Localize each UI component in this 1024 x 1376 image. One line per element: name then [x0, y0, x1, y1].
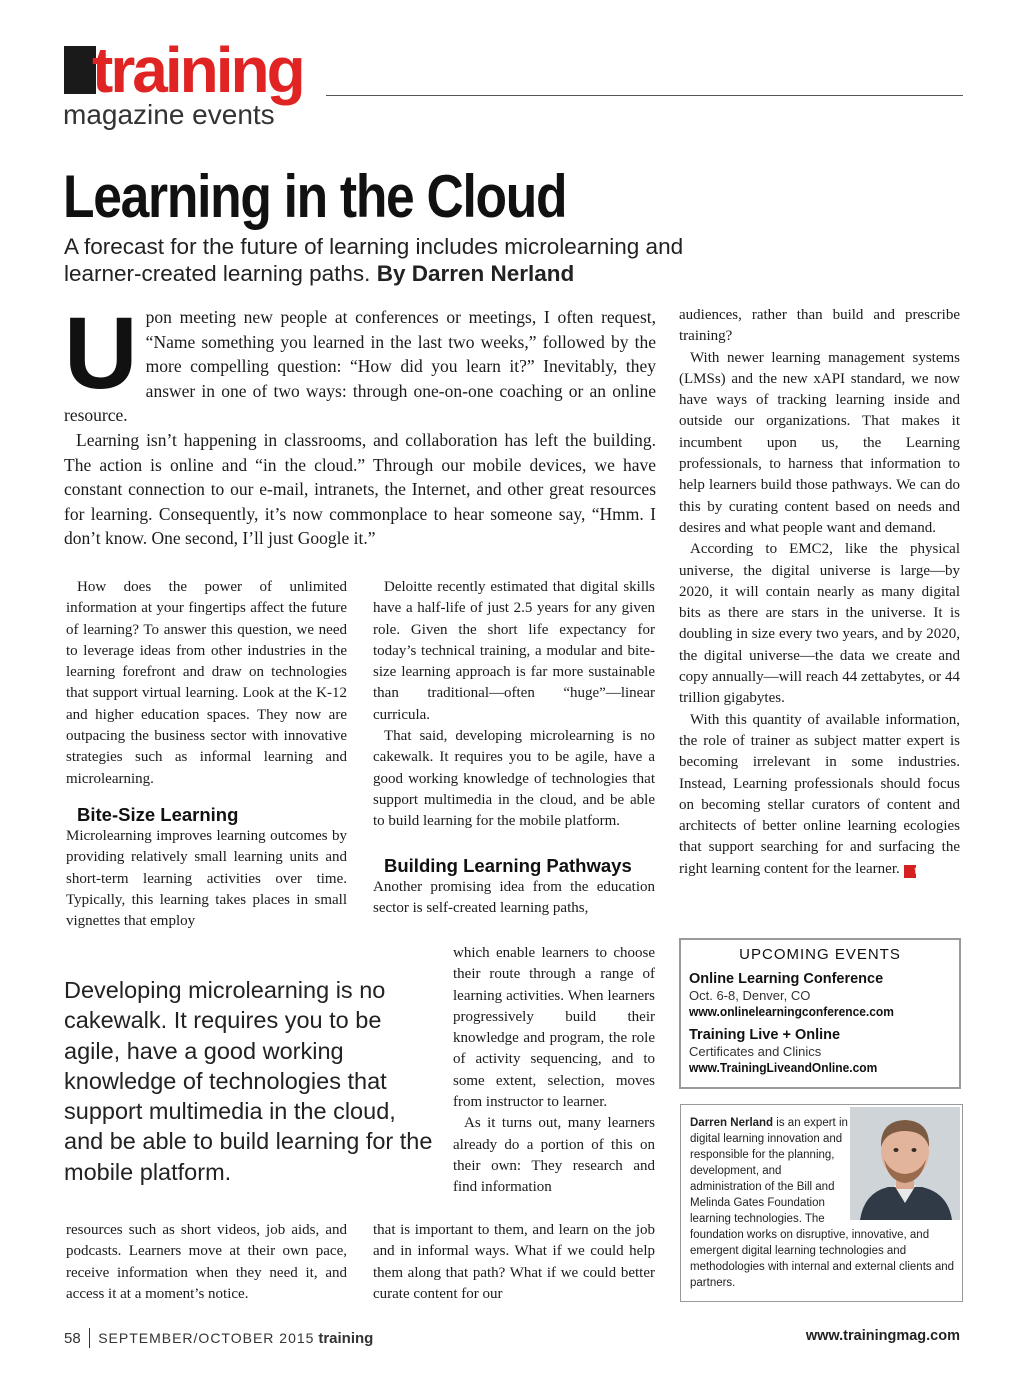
intro-paragraph-1: pon meeting new people at conferences or meetings, I often request, “Name something you learned in the last two weeks,” followed by the more compelling question: “How did you learn it?” Inevitably, they answer in one of two ways: through one-on-one coaching or an online resource.	[64, 307, 656, 426]
deck-text: A forecast for the future of learning includes microlearning and learner-created learning paths.	[64, 234, 684, 286]
column-2-middle	[453, 943, 655, 1199]
subhead-pathways: Building Learning Pathways	[384, 854, 632, 876]
column-1-top	[66, 577, 347, 932]
dropcap: U	[64, 296, 138, 410]
event-url[interactable]: www.TrainingLiveandOnline.com	[689, 1061, 878, 1075]
last-paragraph-text: With this quantity of available information, the role of trainer as subject matter expert is becoming irrelevant in some industries. Instead, Learning professionals should focus on becoming stellar curators of content and architects of better online learning ecologies that support searching for and surfacing the right learning content for the learner.	[679, 711, 960, 877]
body-paragraph: As it turns out, many learners already do a portion of this on their own: They research and find information	[453, 1115, 655, 1196]
events-heading: UPCOMING EVENTS	[739, 946, 901, 963]
body-paragraph: Another promising idea from the education sector is self-created learning paths,	[373, 878, 655, 916]
body-paragraph: that is important to them, and learn on the job and in informal ways. What if we could help them along that path? What if we could better curate content for our	[373, 1222, 655, 1302]
event-detail: Oct. 6-8, Denver, CO	[689, 988, 811, 1003]
column-2-bottom	[373, 1220, 655, 1305]
masthead-rule	[326, 95, 963, 96]
body-paragraph: That said, developing microlearning is no cakewalk. It requires you to be agile, have a good working knowledge of technologies that support multimedia in the cloud, and be able to build learning for the mobile platform.	[373, 728, 655, 830]
body-paragraph	[679, 710, 960, 880]
subhead-bite-size: Bite-Size Learning	[77, 803, 239, 825]
bio-text	[690, 1115, 848, 1227]
pull-quote: Developing microlearning is no cakewalk. It requires you to be agile, have a good working knowledge of technologies that support multimedia in the cloud, and be able to build learning for the mobile platform.	[64, 977, 433, 1185]
event-name: Training Live + Online	[689, 1027, 841, 1043]
event-item	[689, 971, 902, 1020]
masthead-logo: training	[92, 34, 303, 106]
page-number: 58	[64, 1330, 81, 1347]
column-3	[679, 305, 960, 880]
body-paragraph: Deloitte recently estimated that digital skills have a half-life of just 2.5 years for any given role. Given the short life expectancy for today’s technical training, a modular and bite-size learning approach is far more sustainable than traditional—often “huge”—linear curricula.	[373, 579, 655, 723]
body-paragraph: How does the power of unlimited information at your fingertips affect the future of learning? To answer this question, we need to leverage ideas from other industries in the learning forefront and draw on technologies that support virtual learning. Look at the K-12 and higher education spaces. They now are outpacing the business sector with innovative strategies such as informal learning and microlearning.	[66, 579, 347, 787]
body-paragraph: resources such as short videos, job aids, and podcasts. Learners move at their own pace, receive information when they need it, and access it at a moment’s notice.	[66, 1222, 347, 1302]
author-photo-icon	[850, 1107, 960, 1220]
end-mark-icon: t	[904, 865, 916, 878]
event-detail: Certificates and Clinics	[689, 1044, 822, 1059]
byline: By Darren Nerland	[376, 261, 575, 286]
author-bio-box	[680, 1104, 963, 1302]
footer-divider	[89, 1328, 91, 1348]
article-deck	[64, 233, 764, 287]
intro-paragraph-2: Learning isn’t happening in classrooms, and collaboration has left the building. The action is online and “in the cloud.” Through our mobile devices, we have constant connection to our e-mail, intranets, the Internet, and other great resources for learning. Consequently, it’s now commonplace to hear someone say, “Hmm. I don’t know. One second, I’ll just Google it.”	[64, 429, 656, 549]
body-paragraph: audiences, rather than build and prescribe training?	[679, 307, 960, 345]
event-item	[689, 1027, 885, 1076]
column-1-bottom	[66, 1220, 347, 1305]
article-intro	[64, 296, 656, 551]
upcoming-events-box	[679, 938, 961, 1089]
bio-text-part-2: foundation works on disruptive, innovative, and emergent digital learning technologies and methodologies with internal and external clients and partners.	[690, 1229, 955, 1289]
bio-name: Darren Nerland	[690, 1117, 774, 1129]
event-url[interactable]: www.onlinelearningconference.com	[689, 1005, 894, 1019]
bio-text-part-1: is an expert in digital learning innovation and responsible for the planning, development, and administration of the Bill and Melinda Gates Foundation learning technologies. The	[690, 1117, 848, 1225]
event-name: Online Learning Conference	[689, 971, 884, 987]
body-paragraph: Microlearning improves learning outcomes by providing relatively small learning units and short-term learning activities over time. Typically, this learning takes places in small vignettes that employ	[66, 827, 347, 930]
footer-website[interactable]: www.trainingmag.com	[805, 1328, 960, 1344]
issue-date: SEPTEMBER/OCTOBER 2015	[98, 1330, 315, 1346]
masthead-subtitle: magazine events	[63, 99, 275, 130]
article-title: Learning in the Cloud	[63, 163, 567, 230]
body-paragraph: which enable learners to choose their route through a range of learning activities. When learners progressively build their knowledge and program, the role of activity sequencing, and to some extent, selection, moves from instructor to learner.	[453, 945, 655, 1111]
body-paragraph: According to EMC2, like the physical universe, the digital universe is large—by 2020, it will contain nearly as many digital bits as there are stars in the universe. It is doubling in size every two years, and by 2020, the digital universe—the data we create and copy annually—will reach 44 zettabytes, or 44 trillion gigabytes.	[679, 541, 960, 707]
author-photo	[850, 1107, 960, 1220]
footer-brand: training	[318, 1330, 374, 1347]
body-paragraph: With newer learning management systems (LMSs) and the new xAPI standard, we now have ways of tracking learning inside and outside our organizations. That makes it incumbent upon us, the Learning professionals, to harness that information to help learners build those pathways. We can do this by curating content based on needs and desires and what people want and demand.	[679, 349, 960, 536]
column-2-top	[373, 577, 655, 919]
page-footer-left	[64, 1328, 373, 1348]
